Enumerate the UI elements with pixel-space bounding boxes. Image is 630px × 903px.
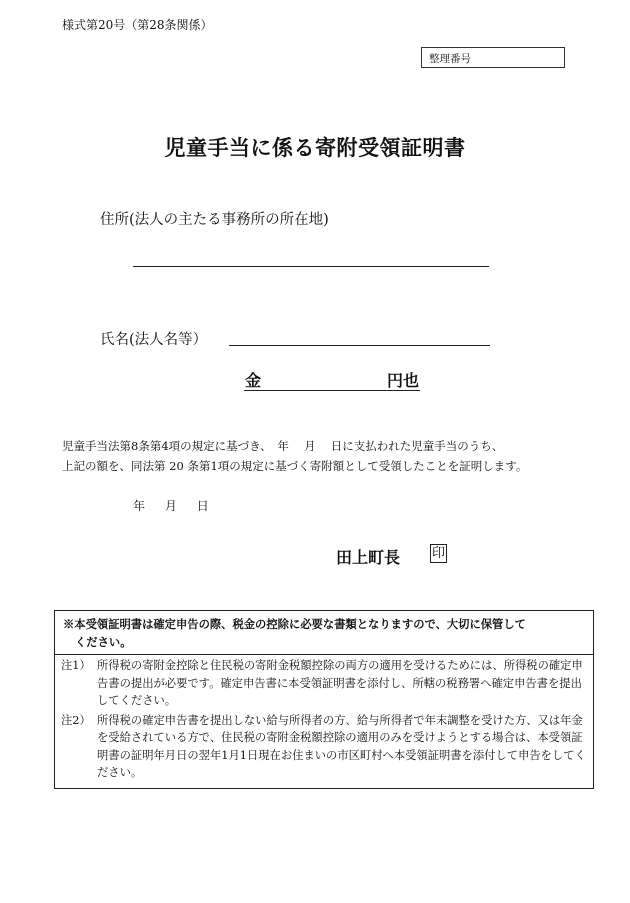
date-month-label: 月	[164, 499, 177, 513]
date-day-label: 日	[196, 499, 209, 513]
note-1-text: 所得税の寄附金控除と住民税の寄附金税額控除の両方の適用を受けるためには、所得税の確定申告書の提出が必要です。確定申告書に本受領証明書を添付し、所轄の税務署へ確定申告書を提出してください。	[97, 659, 583, 707]
form-number: 様式第20号（第28条関係）	[62, 18, 213, 32]
address-label: 住所(法人の主たる事務所の所在地)	[100, 212, 329, 228]
note-2	[55, 710, 593, 788]
seiri-number-label: 整理番号	[429, 53, 471, 65]
note-1-label: 注1）	[61, 659, 91, 672]
address-field[interactable]	[133, 266, 489, 267]
amount-prefix: 金	[245, 371, 262, 390]
warning-notice	[55, 611, 593, 655]
warning-line-1: ※本受領証明書は確定申告の際、税金の控除に必要な書類となりますので、大切に保管して	[63, 617, 526, 631]
note-2-label: 注2）	[61, 713, 91, 727]
certification-line-1: 児童手当法第8条第4項の規定に基づき、 年 月 日に支払われた児童手当のうち、	[62, 439, 504, 453]
seal-mark: 印	[431, 546, 445, 561]
issue-date[interactable]	[133, 497, 209, 514]
seiri-number-box[interactable]	[421, 47, 565, 68]
page-title: 児童手当に係る寄附受領証明書	[164, 135, 466, 160]
amount-suffix: 円也	[386, 371, 419, 390]
note-2-text: 所得税の確定申告書を提出しない給与所得者の方、給与所得者で年末調整を受けた方、又は年金を受給されている方で、住民税の寄附金税額控除の適用のみを受けようとする場合は、本受領証明書の証明年月日の翌年1月1日現在お住まいの市区町村へ本受領証明書を添付して申告をしてください。	[97, 713, 586, 779]
date-year-label: 年	[133, 499, 146, 513]
certification-line-2: 上記の額を、同法第 20 条第1項の規定に基づく寄附額として受領したことを証明します。	[62, 459, 528, 473]
name-field[interactable]	[229, 345, 490, 346]
note-1	[55, 655, 593, 710]
certification-text	[62, 436, 527, 476]
amount-field[interactable]	[244, 368, 420, 391]
notes-box	[54, 610, 594, 789]
warning-line-2: ください。	[75, 635, 132, 649]
name-label: 氏名(法人名等）	[100, 332, 208, 348]
mayor-signature: 田上町長	[336, 548, 401, 567]
